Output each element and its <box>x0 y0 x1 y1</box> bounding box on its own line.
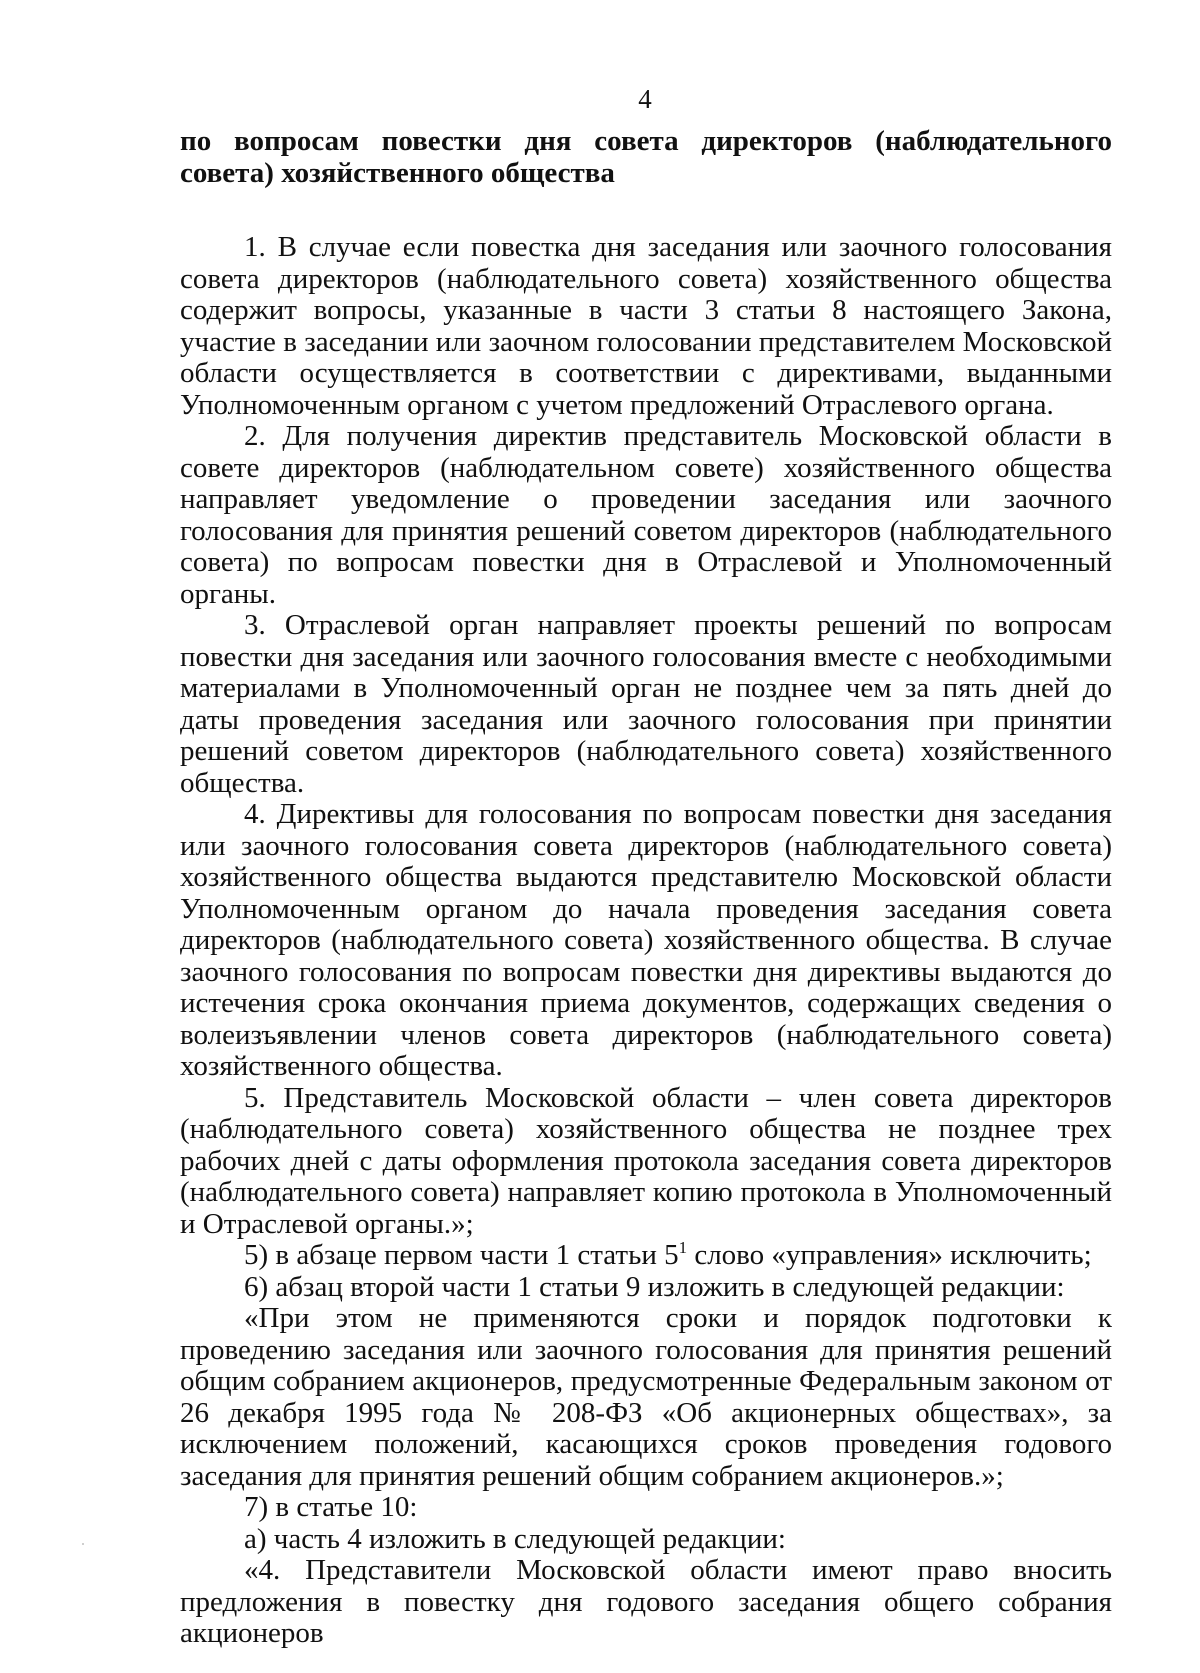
clause-1: 1. В случае если повестка дня заседания или заочного голосования совета директоров (наблюдательного совета) хозяйственного общества содержит вопросы, указанные в части 3 статьи 8 настоящего Закона, участие в заседании или заочном голосовании представителем Московской области осуществляется в соответствии с директивами, выданными Уполномоченным органом с учетом предложений Отраслевого органа. <box>180 231 1112 421</box>
page-number: 4 <box>638 84 652 114</box>
clause-2: 2. Для получения директив представитель Московской области в совете директоров (наблюдательном совете) хозяйственного общества направляет уведомление о проведении заседания или заочного голосования для принятия решений советом директоров (наблюдательного совета) по вопросам повестки дня в Отраслевой и Уполномоченный органы. <box>180 420 1112 610</box>
amendment-6: 6) абзац второй части 1 статьи 9 изложить в следующей редакции: <box>244 1270 1065 1303</box>
amendment-5 <box>180 1240 1112 1272</box>
quote-article-10-part-4: «4. Представители Московской области имеют право вносить предложения в повестку дня годового заседания общего собрания акционеров <box>180 1554 1112 1649</box>
amendment-5-tail: слово «управления» исключить; <box>687 1239 1092 1271</box>
section-heading: по вопросам повестки дня совета директоров (наблюдательного совета) хозяйственного общества <box>180 125 1112 189</box>
clause-3: 3. Отраслевой орган направляет проекты решений по вопросам повестки дня заседания или заочного голосования вместе с необходимыми материалами в Уполномоченный орган не позднее чем за пять дней до даты проведения заседания или заочного голосования при принятии решений советом директоров (наблюдательного совета) хозяйственного общества. <box>180 609 1112 799</box>
amendment-7: 7) в статье 10: <box>244 1491 418 1523</box>
document-body <box>180 126 1112 1650</box>
amendment-5-text: 5) в абзаце первом части 1 статьи 5 <box>244 1239 679 1271</box>
article-superscript: 1 <box>678 1238 688 1257</box>
scan-speck <box>82 1543 84 1545</box>
clause-5: 5. Представитель Московской области – член совета директоров (наблюдательного совета) хозяйственного общества не позднее трех рабочих дней с даты оформления протокола заседания совета директоров (наблюдательного совета) направляет копию протокола в Уполномоченный и Отраслевой органы.»; <box>180 1081 1112 1240</box>
clause-4: 4. Директивы для голосования по вопросам повестки дня заседания или заочного голосования совета директоров (наблюдательного совета) хозяйственного общества выдаются представителю Московской области Уполномоченным органом до начала проведения заседания совета директоров (наблюдательного совета) хозяйственного общества. В случае заочного голосования по вопросам повестки дня директивы выдаются до истечения срока окончания приема документов, содержащих сведения о волеизъявлении членов совета директоров (наблюдательного совета) хозяйственного общества. <box>180 798 1112 1082</box>
quote-article-9: «При этом не применяются сроки и порядок подготовки к проведению заседания или заочного голосования для принятия решений общим собранием акционеров, предусмотренные Федеральным законом от 26 декабря 1995 года № 208-ФЗ «Об акционерных обществах», за исключением положений, касающихся сроков проведения годового заседания для принятия решений общим собранием акционеров.»; <box>180 1302 1112 1492</box>
amendment-7a: а) часть 4 изложить в следующей редакции: <box>244 1522 786 1555</box>
